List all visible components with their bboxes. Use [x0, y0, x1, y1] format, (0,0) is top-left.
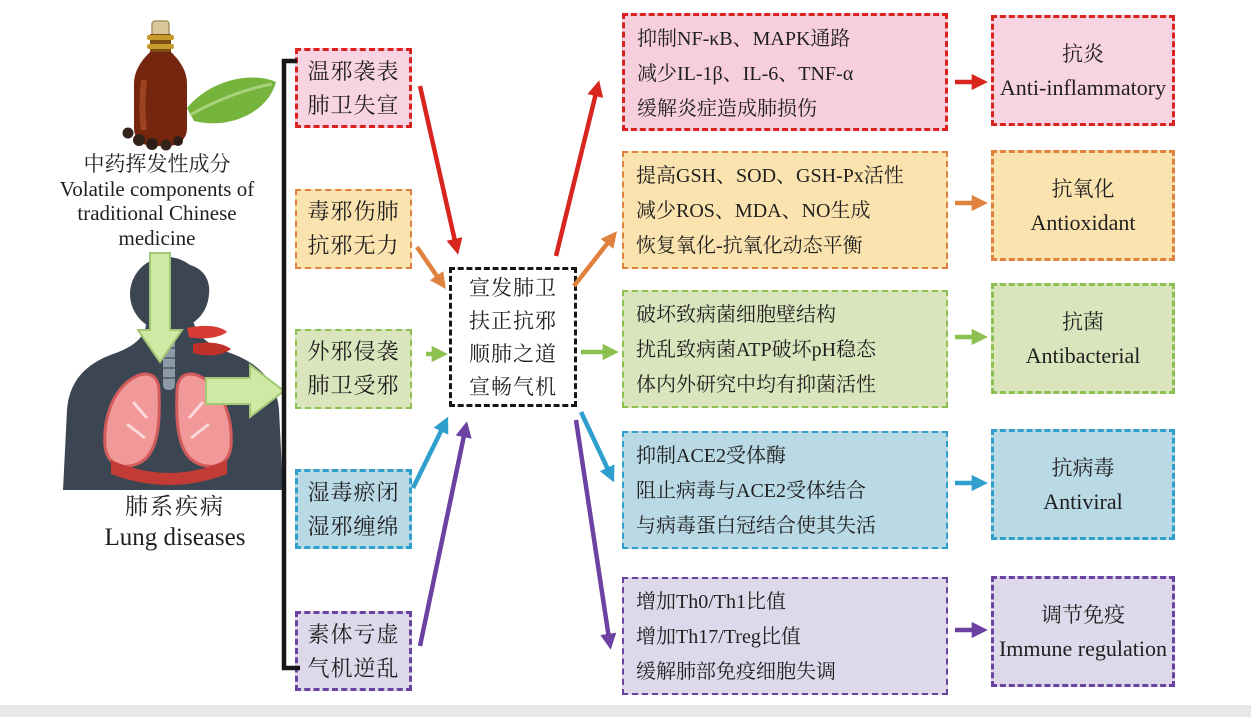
arrow-deficiency-to-center [420, 426, 466, 646]
source-label [12, 152, 302, 250]
mechanism-box-antiviral [622, 431, 948, 549]
pathogenesis-line: 抗邪无力 [307, 233, 400, 258]
arrow-damp-to-center [413, 421, 446, 488]
disease-label-zh: 肺系疾病 [125, 494, 225, 519]
effect-box-anti-inflammatory [991, 15, 1175, 126]
mechanism-line: 减少IL-1β、IL-6、TNF-α [637, 63, 854, 85]
pathogenesis-line: 湿毒瘀闭 [307, 480, 400, 505]
pathogenesis-box-damp-stasis [295, 469, 412, 549]
central-principle-line: 宣发肺卫 [469, 276, 557, 300]
effect-zh: 调节免疫 [1041, 603, 1125, 627]
disease-label [55, 492, 295, 554]
central-principle-line: 宣畅气机 [469, 375, 557, 399]
effect-zh: 抗菌 [1062, 310, 1104, 334]
mechanism-line: 增加Th17/Treg比值 [636, 626, 801, 648]
leaf-icon [187, 78, 276, 124]
effect-box-antiviral [991, 429, 1175, 540]
pathogenesis-line: 外邪侵袭 [307, 339, 400, 364]
pathogenesis-line: 素体亏虚 [307, 622, 400, 647]
mechanism-box-antibacterial [622, 290, 948, 408]
effect-en: Antibacterial [1025, 343, 1141, 368]
mechanism-line: 缓解炎症造成肺损伤 [637, 98, 817, 120]
mechanism-line: 恢复氧化-抗氧化动态平衡 [636, 235, 863, 257]
mechanism-box-antioxidant [622, 151, 948, 269]
arrow-toxic-to-center [417, 247, 443, 285]
mechanism-line: 缓解肺部免疫细胞失调 [636, 661, 836, 683]
mechanism-box-immune [622, 577, 948, 695]
pathogenesis-box-external-pathogen [295, 329, 412, 409]
effect-en: Anti-inflammatory [999, 75, 1167, 100]
effect-box-antioxidant [991, 150, 1175, 261]
bottom-strip [0, 705, 1251, 717]
source-label-en-line: Volatile components of [59, 176, 255, 201]
source-label-en-line: medicine [118, 225, 196, 250]
trachea-icon [163, 338, 175, 390]
effect-box-immune-regulation [991, 576, 1175, 687]
pathogenesis-line: 肺卫受邪 [307, 373, 400, 398]
mechanism-line: 抑制NF-κB、MAPK通路 [637, 28, 851, 50]
effect-en: Antioxidant [1030, 210, 1136, 235]
arrow-center-to-antiviral [581, 412, 612, 478]
central-principle-line: 顺肺之道 [469, 342, 557, 366]
mechanism-line: 抑制ACE2受体酶 [636, 445, 786, 467]
effect-zh: 抗炎 [1062, 42, 1104, 66]
arrow-warm-to-center [420, 86, 457, 250]
effect-en: Antiviral [1043, 489, 1123, 514]
source-label-en-line: traditional Chinese [77, 201, 237, 225]
pathogenesis-box-warm-pathogen [295, 48, 412, 128]
arrow-center-to-antioxidant [574, 235, 614, 286]
effect-en: Immune regulation [998, 636, 1167, 661]
herbal-oil-bottle-icon [92, 20, 292, 152]
mechanism-line: 扰乱致病菌ATP破坏pH稳态 [636, 339, 877, 361]
disease-label-en: Lung diseases [104, 524, 246, 551]
human-lungs-illustration [55, 242, 295, 490]
arrow-center-to-immune [576, 420, 610, 645]
central-principle-line: 扶正抗邪 [469, 309, 557, 333]
pathogenesis-box-toxic-pathogen [295, 189, 412, 269]
mechanism-line: 破坏致病菌细胞壁结构 [636, 304, 836, 326]
pathogenesis-line: 肺卫失宣 [307, 93, 400, 118]
pathogenesis-line: 气机逆乱 [307, 656, 400, 681]
pathogenesis-line: 湿邪缠绵 [307, 514, 400, 539]
mechanism-line: 与病毒蛋白冠结合使其失活 [636, 515, 876, 537]
mechanism-line: 减少ROS、MDA、NO生成 [636, 200, 871, 222]
pathogenesis-line: 温邪袭表 [307, 59, 400, 84]
effect-box-antibacterial [991, 283, 1175, 394]
central-principle-box [449, 267, 577, 407]
effect-zh: 抗病毒 [1051, 456, 1115, 480]
bottle-icon [134, 21, 187, 146]
mechanism-line: 提高GSH、SOD、GSH-Px活性 [636, 165, 904, 187]
effect-zh: 抗氧化 [1051, 177, 1115, 201]
mechanism-box-anti-inflammatory [622, 13, 948, 131]
pathogenesis-box-constitution-deficiency [295, 611, 412, 691]
pathogenesis-line: 毒邪伤肺 [307, 199, 400, 224]
mechanism-line: 体内外研究中均有抑菌活性 [636, 374, 876, 396]
mechanism-line: 增加Th0/Th1比值 [636, 591, 786, 613]
source-label-zh: 中药挥发性成分 [83, 152, 231, 176]
mechanism-line: 阻止病毒与ACE2受体结合 [636, 480, 866, 502]
arrow-center-to-antiinflammatory [556, 85, 598, 256]
